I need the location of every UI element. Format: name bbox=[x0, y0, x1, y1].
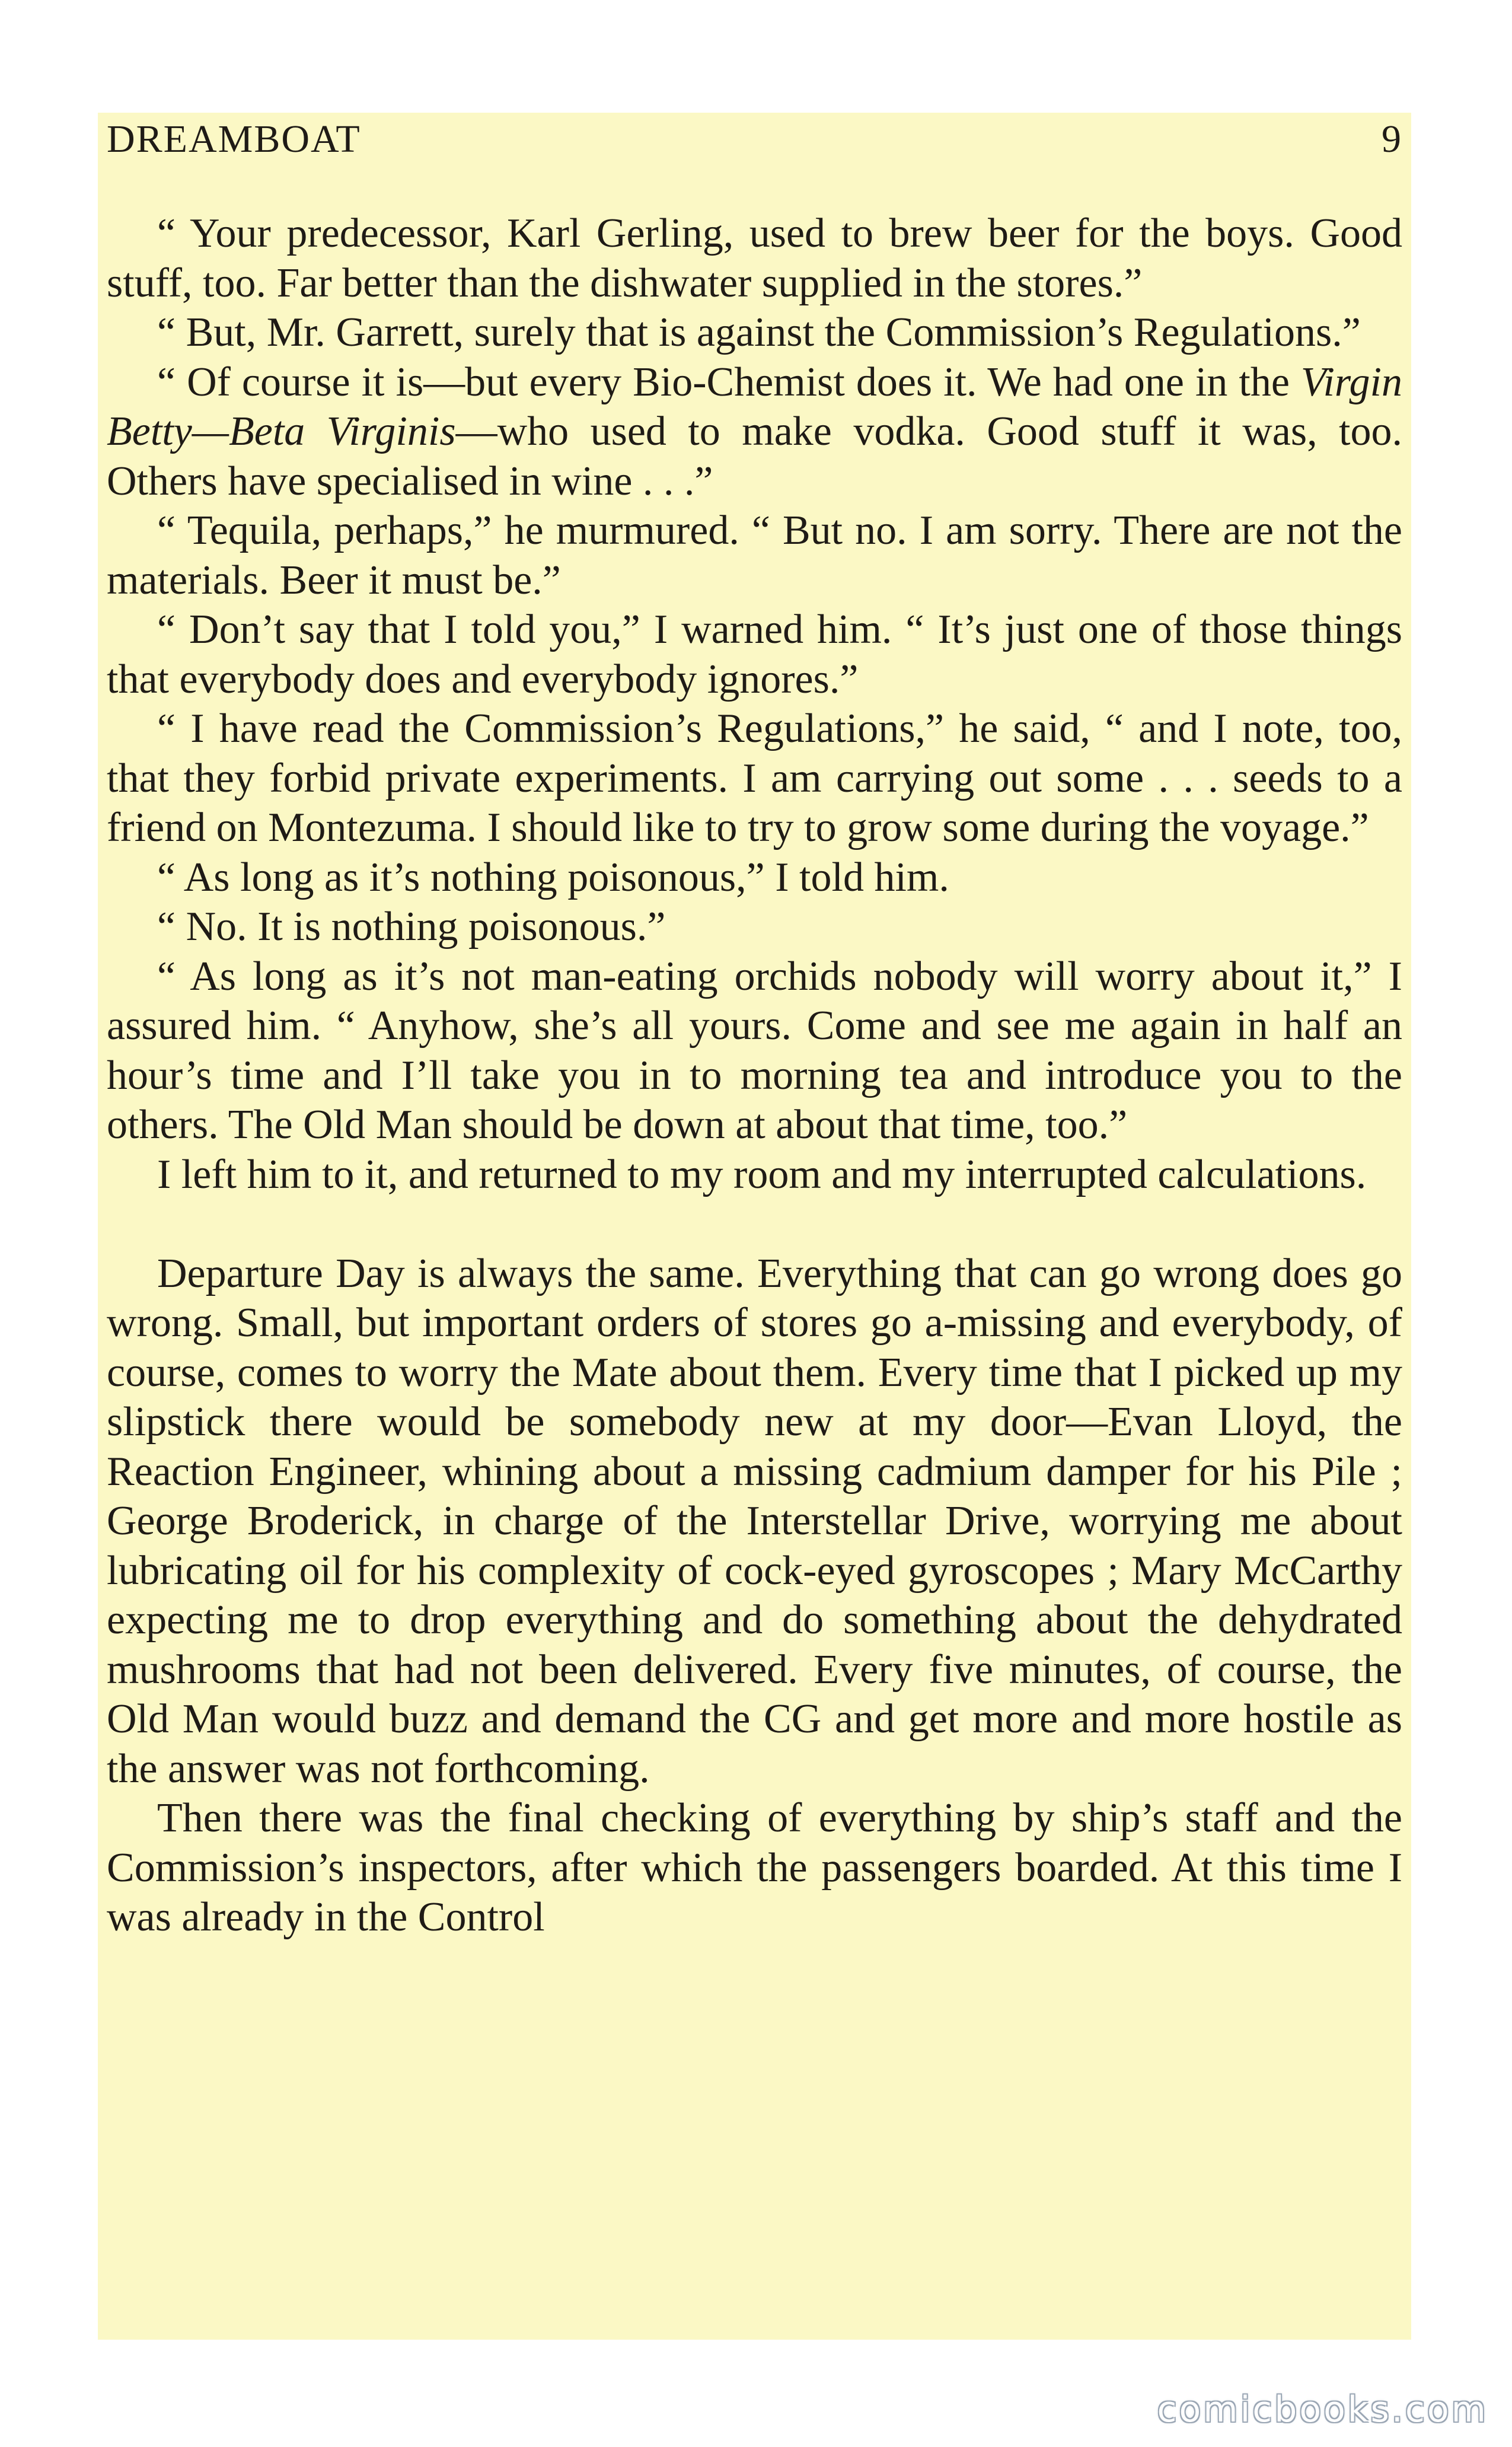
page-number: 9 bbox=[1382, 117, 1402, 161]
paragraph: “ Don’t say that I told you,” I warned him. “ It’s just one of those things that everybody does and everybody ignores.” bbox=[107, 607, 1402, 702]
paragraph: “ But, Mr. Garrett, surely that is against the Commission’s Regulations.” bbox=[157, 310, 1361, 355]
watermark: comicbooks.com bbox=[1157, 2389, 1488, 2430]
paragraph: “ Your predecessor, Karl Gerling, used to brew beer for the boys. Good stuff, too. Far better than the dishwater supplied in the stores.” bbox=[107, 211, 1402, 306]
ship-name: Virgin Betty—Beta Virginis bbox=[107, 359, 1402, 454]
body-text bbox=[107, 209, 1402, 1942]
section-break bbox=[107, 1199, 1402, 1249]
paragraph: Then there was the final checking of everything by ship’s staff and the Commission’s inspectors, after which the passengers boarded. At this time I was already in the Control bbox=[107, 1795, 1402, 1940]
paragraph: Departure Day is always the same. Everything that can go wrong does go wrong. Small, but important orders of stores go a-missing and everybody, of course, comes to worry the Mate about them. Every time that I picked up my slipstick there would be somebody new at my door—Evan Lloyd, the Reaction Engineer, whining about a missing cadmium damper for his Pile ; George Broderick, in charge of the Interstellar Drive, worrying me about lubricating oil for his complexity of cock-eyed gyroscopes ; Mary McCarthy expecting me to drop everything and do something about the dehydrated mushrooms that had not been delivered. Every five minutes, of course, the Old Man would buzz and demand the CG and get more and more hostile as the answer was not forthcoming. bbox=[107, 1250, 1402, 1792]
paragraph-text: —who used to make vodka. Good stuff it was, too. Others have specialised in wine . . .” bbox=[107, 409, 1402, 504]
paragraph: “ I have read the Commission’s Regulations,” he said, “ and I note, too, that they forbid private experiments. I am carrying out some . . . seeds to a friend on Montezuma. I should like to try to grow some during the voyage.” bbox=[107, 706, 1402, 850]
paragraph: “ As long as it’s not man-eating orchids nobody will worry about it,” I assured him. “ Anyhow, she’s all yours. Come and see me again in half an hour’s time and I’ll take you in to morning tea and introduce you to the others. The Old Man should be down at about that time, too.” bbox=[107, 953, 1402, 1148]
paragraph: “ As long as it’s nothing poisonous,” I told him. bbox=[157, 854, 949, 900]
paragraph-text: “ Of course it is—but every Bio-Chemist does it. We had one in the bbox=[157, 359, 1301, 405]
running-head bbox=[107, 113, 1402, 166]
paragraph: I left him to it, and returned to my room and my interrupted calculations. bbox=[157, 1151, 1367, 1197]
paragraph: “ No. It is nothing poisonous.” bbox=[157, 904, 666, 950]
chapter-title: DREAMBOAT bbox=[107, 117, 361, 161]
paragraph: “ Tequila, perhaps,” he murmured. “ But no. I am sorry. There are not the materials. Beer it must be.” bbox=[107, 508, 1402, 603]
book-page bbox=[98, 113, 1411, 2340]
paragraph bbox=[107, 358, 1402, 506]
